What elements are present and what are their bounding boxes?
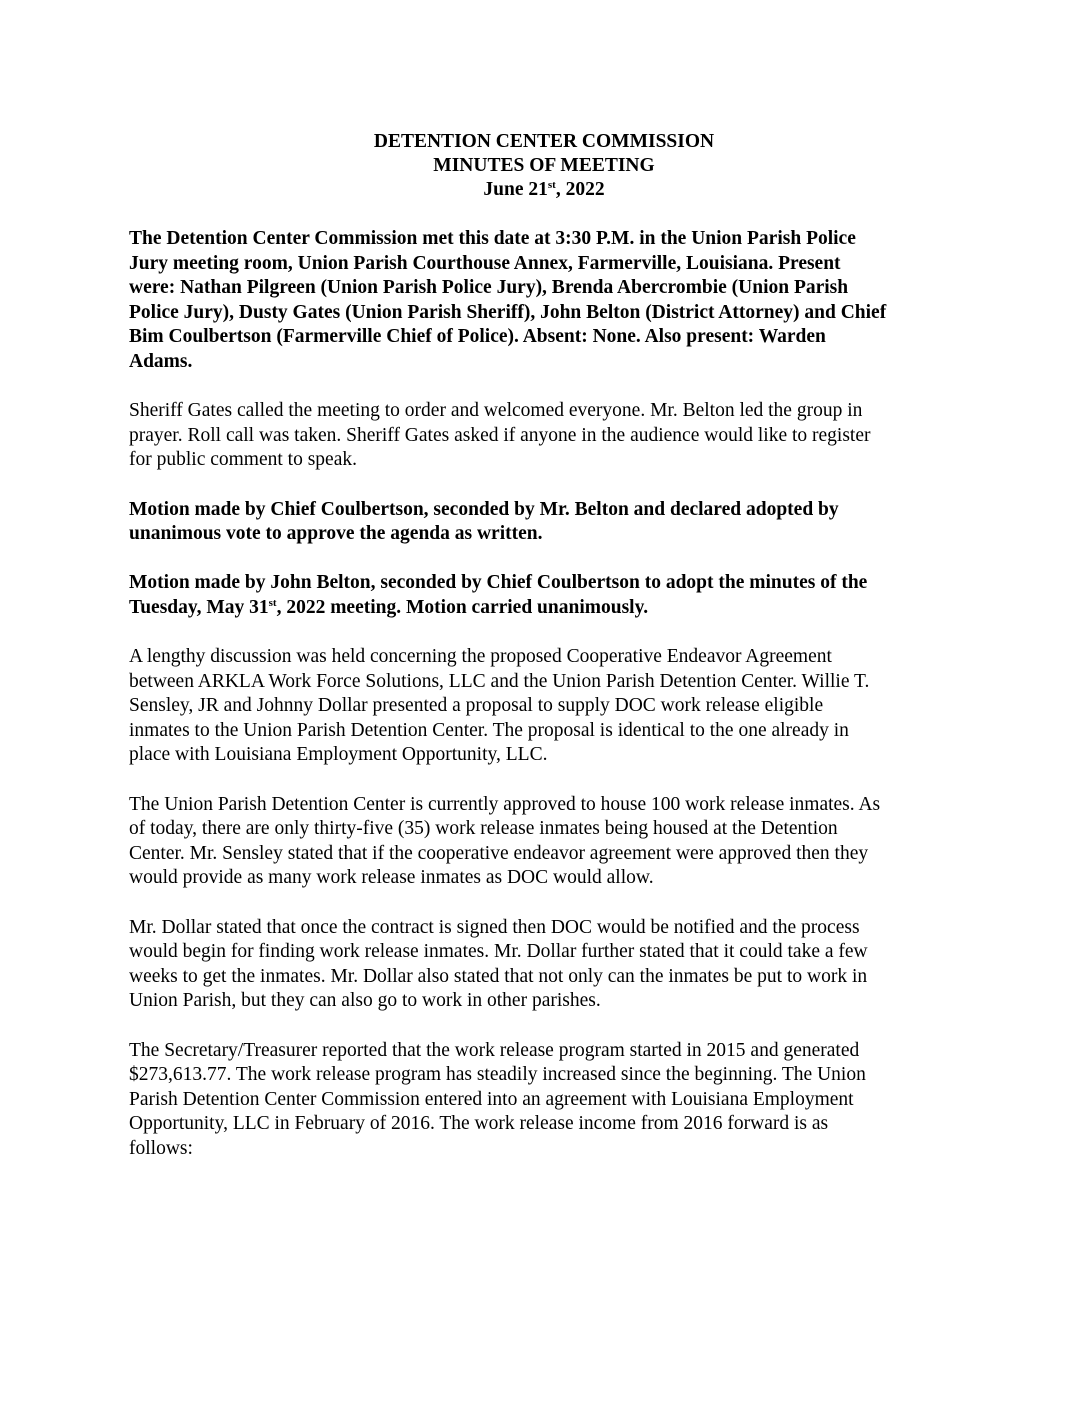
- text-line: Adams.: [129, 350, 193, 372]
- text-line: were: Nathan Pilgreen (Union Parish Police Jury), Brenda Abercrombie (Union Parish: [129, 277, 849, 299]
- text-line: Police Jury), Dusty Gates (Union Parish Sheriff), John Belton (District Attorney) and Chief: [129, 301, 887, 323]
- text-line: would provide as many work release inmates as DOC would allow.: [129, 867, 654, 889]
- text-line: would begin for finding work release inmates. Mr. Dollar further stated that it could take a few: [129, 941, 868, 963]
- text-line: $273,613.77. The work release program has steadily increased since the beginning. The Union: [129, 1064, 866, 1086]
- text-line: for public comment to speak.: [129, 449, 357, 471]
- agenda-motion-paragraph: [129, 498, 969, 547]
- text-line: The Secretary/Treasurer reported that the work release program started in 2015 and generated: [129, 1039, 860, 1061]
- text-line: unanimous vote to approve the agenda as written.: [129, 523, 543, 545]
- minutes-motion-paragraph: [129, 571, 969, 620]
- commission-title: DETENTION CENTER COMMISSION: [373, 131, 715, 152]
- text-line: Tuesday, May 31st, 2022 meeting. Motion carried unanimously.: [129, 596, 649, 618]
- text-line: Jury meeting room, Union Parish Courthouse Annex, Farmerville, Louisiana. Present: [129, 252, 841, 274]
- minutes-subtitle: MINUTES OF MEETING: [433, 155, 655, 176]
- text-line: place with Louisiana Employment Opportunity, LLC.: [129, 744, 548, 766]
- minutes-body: [129, 227, 969, 1186]
- text-line: between ARKLA Work Force Solutions, LLC and the Union Parish Detention Center. Willie T.: [129, 670, 870, 692]
- text-line: of today, there are only thirty-five (35) work release inmates being housed at the Detention: [129, 818, 838, 840]
- opening-paragraph: [129, 399, 969, 473]
- text-line: inmates to the Union Parish Detention Center. The proposal is identical to the one already in: [129, 719, 849, 741]
- treasurer-report-paragraph: [129, 1039, 969, 1162]
- text-line: Parish Detention Center Commission entered into an agreement with Louisiana Employment: [129, 1088, 854, 1110]
- discussion-paragraph: [129, 645, 969, 768]
- text-line: Motion made by Chief Coulbertson, seconded by Mr. Belton and declared adopted by: [129, 498, 839, 520]
- text-line: A lengthy discussion was held concerning the proposed Cooperative Endeavor Agreement: [129, 646, 832, 668]
- text-line: Opportunity, LLC in February of 2016. The work release income from 2016 forward is as: [129, 1113, 829, 1135]
- text-line: Sensley, JR and Johnny Dollar presented a proposal to supply DOC work release eligible: [129, 695, 824, 717]
- document-header: [0, 130, 1088, 202]
- text-line: prayer. Roll call was taken. Sheriff Gates asked if anyone in the audience would like to register: [129, 424, 871, 446]
- text-line: Motion made by John Belton, seconded by Chief Coulbertson to adopt the minutes of the: [129, 572, 868, 594]
- text-line: Bim Coulbertson (Farmerville Chief of Police). Absent: None. Also present: Warden: [129, 326, 826, 348]
- attendance-paragraph: [129, 227, 969, 375]
- meeting-date: June 21st, 2022: [483, 179, 605, 200]
- dollar-statement-paragraph: [129, 916, 969, 1014]
- text-line: weeks to get the inmates. Mr. Dollar also stated that not only can the inmates be put to work in: [129, 965, 868, 987]
- text-line: Sheriff Gates called the meeting to order and welcomed everyone. Mr. Belton led the group in: [129, 400, 863, 422]
- text-line: Mr. Dollar stated that once the contract is signed then DOC would be notified and the process: [129, 916, 860, 938]
- text-line: follows:: [129, 1137, 193, 1159]
- capacity-paragraph: [129, 793, 969, 891]
- text-line: The Detention Center Commission met this date at 3:30 P.M. in the Union Parish Police: [129, 228, 856, 249]
- text-line: Union Parish, but they can also go to work in other parishes.: [129, 990, 601, 1012]
- text-line: The Union Parish Detention Center is currently approved to house 100 work release inmates. As: [129, 793, 881, 815]
- text-line: Center. Mr. Sensley stated that if the cooperative endeavor agreement were approved then they: [129, 842, 869, 864]
